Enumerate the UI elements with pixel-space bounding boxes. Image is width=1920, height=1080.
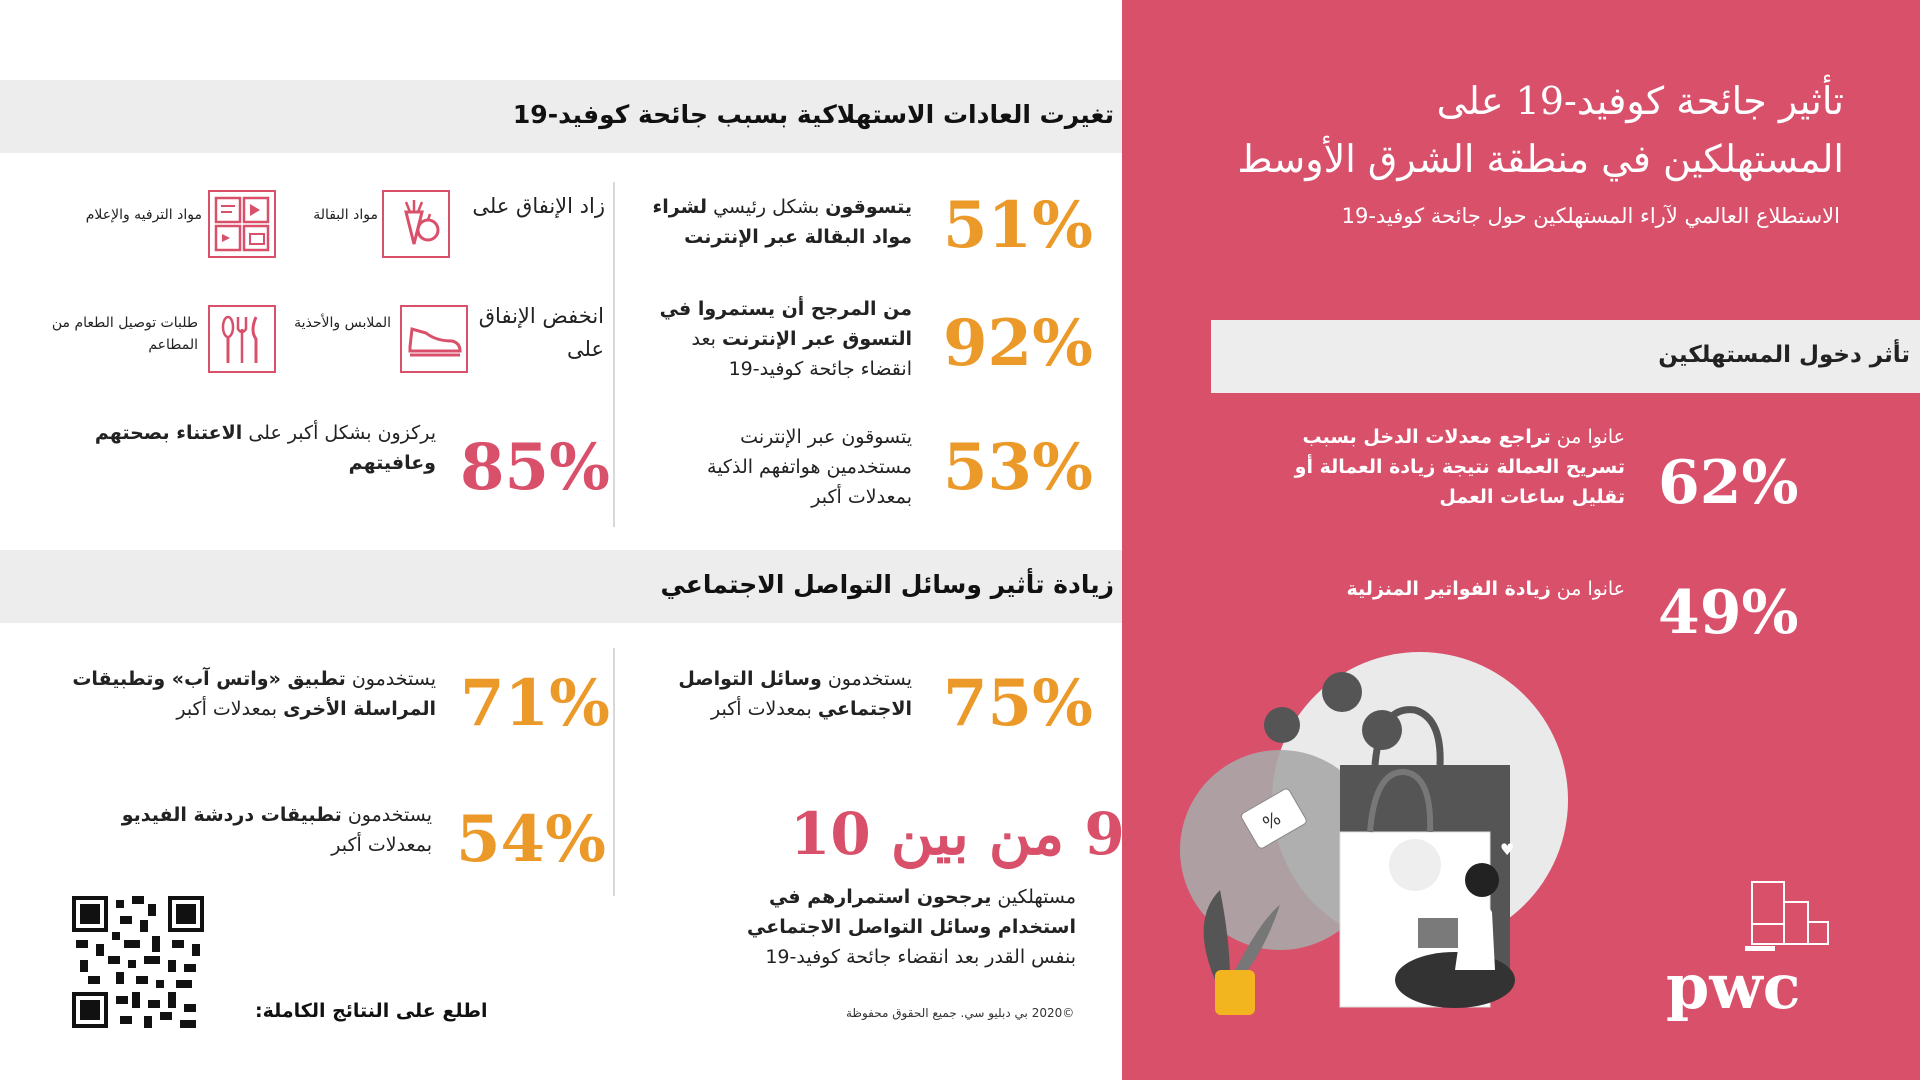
stat-text-messaging: يستخدمون تطبيق «واتس آب» وتطبيقات المراسلة الأخرى بمعدلات أكبر <box>72 668 436 720</box>
media-icon <box>208 190 276 258</box>
social-section-header <box>0 550 1122 623</box>
grocery-label: مواد البقالة <box>313 207 378 223</box>
stat-percent-85: 85% <box>460 430 610 505</box>
income-section-header <box>1211 320 1920 393</box>
stat-percent-75: 75% <box>943 666 1093 741</box>
habits-section-title: تغيرت العادات الاستهلاكية بسبب جائحة كوفيد-19 <box>512 100 1114 129</box>
stat-percent-53: 53% <box>943 430 1093 505</box>
bills-stat-percent: 49% <box>1658 578 1799 648</box>
clothing-label: الملابس والأحذية <box>294 315 391 331</box>
svg-text:♥: ♥ <box>1500 840 1515 859</box>
pwc-logo-text: pwc <box>1666 950 1801 1023</box>
food-delivery-label: طلبات توصيل الطعام من المطاعم <box>51 315 198 353</box>
page-subtitle: الاستطلاع العالمي لآراء المستهلكين حول جائحة كوفيد-19 <box>1341 204 1840 228</box>
title-line-2: المستهلكين في منطقة الشرق الأوسط <box>1237 137 1844 181</box>
income-stat-percent: 62% <box>1658 448 1799 518</box>
svg-text:%: % <box>1259 807 1285 835</box>
stat-text-continue-social: مستهلكين يرجحون استمرارهم في استخدام وسائل التواصل الاجتماعي بنفس القدر بعد انقضاء جائحة كوفيد-19 <box>747 886 1076 968</box>
pwc-logo <box>1660 880 1840 1030</box>
stat-text-continue-online: من المرجح أن يستمروا في التسوق عبر الإنترنت بعد انقضاء جائحة كوفيد-19 <box>659 298 912 380</box>
column-divider-2 <box>613 648 615 896</box>
income-section-title: تأثر دخول المستهلكين <box>1658 342 1910 368</box>
copyright-text: ©2020 بي دبليو سي. جميع الحقوق محفوظة <box>846 1006 1075 1020</box>
cutlery-icon <box>208 305 276 373</box>
grocery-icon <box>382 190 450 258</box>
title-line-1: تأثير جائحة كوفيد-19 على <box>1436 79 1844 123</box>
stat-ratio-9-of-10: 9 من بين 10 <box>790 800 1125 868</box>
spend-down-label: انخفض الإنفاق على <box>478 304 604 361</box>
shoe-icon <box>400 305 468 373</box>
bills-stat-text: عانوا من زيادة الفواتير المنزلية <box>1346 578 1625 600</box>
stat-percent-71: 71% <box>460 666 610 741</box>
column-divider <box>613 182 615 527</box>
stat-percent-54: 54% <box>456 802 606 877</box>
stat-text-social-media: يستخدمون وسائل التواصل الاجتماعي بمعدلات أكبر <box>678 668 912 720</box>
stat-text-video-chat: يستخدمون تطبيقات دردشة الفيديو بمعدلات أكبر <box>121 804 432 856</box>
habits-section-header <box>0 80 1122 153</box>
full-results-link[interactable]: اطلع على النتائج الكاملة: <box>255 1000 488 1022</box>
social-section-title: زيادة تأثير وسائل التواصل الاجتماعي <box>660 570 1114 599</box>
media-label: مواد الترفيه والإعلام <box>85 207 202 223</box>
page-title <box>1204 72 1844 188</box>
stat-percent-92: 92% <box>943 306 1093 381</box>
stat-text-smartphone-shopping: يتسوقون عبر الإنترنت مستخدمين هواتفهم الذكية بمعدلات أكبر <box>707 426 912 508</box>
stat-percent-51: 51% <box>943 188 1093 263</box>
stat-text-health: يركزون بشكل أكبر على الاعتناء بصحتهم وعافيتهم <box>94 422 436 474</box>
spend-up-label: زاد الإنفاق على <box>472 194 605 218</box>
stat-text-online-grocery: يتسوقون بشكل رئيسي لشراء مواد البقالة عبر الإنترنت <box>652 196 912 248</box>
shopping-woman-illustration <box>1170 650 1640 1020</box>
qr-code[interactable] <box>72 896 204 1028</box>
income-stat-text: عانوا من تراجع معدلات الدخل بسبب تسريح العمالة نتيجة زيادة العمالة أو تقليل ساعات العمل <box>1294 426 1625 508</box>
